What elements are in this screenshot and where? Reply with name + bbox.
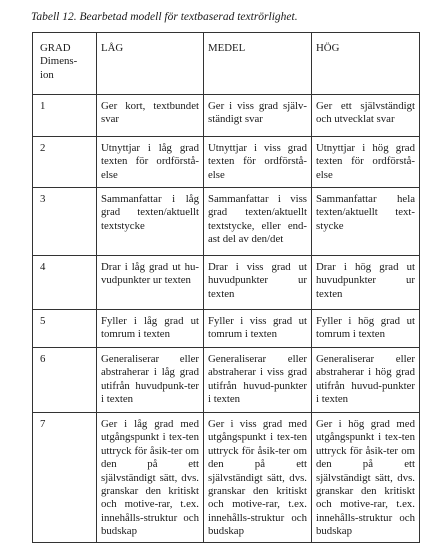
cell-high: Drar i hög grad ut huvudpunkter ur texten: [312, 256, 420, 310]
header-low: LÅG: [97, 33, 204, 95]
cell-medium: Generaliserar eller abstraherar i viss grad utifrån huvud-punkter i texten: [204, 348, 312, 413]
cell-low: Ger kort, textbundet svar: [97, 95, 204, 137]
dimension-number: 7: [33, 413, 97, 543]
table-row: [33, 310, 420, 348]
dimension-number: 4: [33, 256, 97, 310]
cell-low: Drar i låg grad ut hu-vudpunkter ur texten: [97, 256, 204, 310]
cell-high: Fyller i hög grad ut tomrum i texten: [312, 310, 420, 348]
cell-low: Utnyttjar i låg grad texten för ordförstå-else: [97, 137, 204, 188]
cell-high: Generaliserar eller abstraherar i hög grad utifrån huvud-punkter i texten: [312, 348, 420, 413]
header-medium: MEDEL: [204, 33, 312, 95]
dimension-number: 1: [33, 95, 97, 137]
table-row: [33, 256, 420, 310]
cell-high: Utnyttjar i hög grad texten för ordförstå-else: [312, 137, 420, 188]
model-table: [32, 32, 420, 543]
table-row: [33, 413, 420, 543]
table-row: [33, 95, 420, 137]
cell-high: Ger ett självständigt och utvecklat svar: [312, 95, 420, 137]
cell-low: Sammanfattar i låg grad texten/aktuellt textstycke: [97, 188, 204, 256]
cell-medium: Ger i viss grad med utgångspunkt i tex-ten uttryck för åsik-ter om den på ett självständigt sätt, dvs. granskar den kritiskt och motive-rar, t.ex. innehålls-struktur och budskap: [204, 413, 312, 543]
table-row: [33, 137, 420, 188]
cell-medium: Drar i viss grad ut huvudpunkter ur texten: [204, 256, 312, 310]
dimension-number: 2: [33, 137, 97, 188]
cell-medium: Fyller i viss grad ut tomrum i texten: [204, 310, 312, 348]
header-grad-dimension: [33, 33, 97, 95]
cell-medium: Ger i viss grad själv-ständigt svar: [204, 95, 312, 137]
header-dimension-label-2: ion: [40, 68, 54, 81]
cell-medium: Utnyttjar i viss grad texten för ordförstå-else: [204, 137, 312, 188]
header-dimension-label-1: Dimens-: [40, 55, 78, 68]
table-caption: Tabell 12. Bearbetad modell för textbaserad textrörlighet.: [31, 11, 298, 23]
header-row: [33, 33, 420, 95]
dimension-number: 6: [33, 348, 97, 413]
cell-low: Generaliserar eller abstraherar i låg grad utifrån huvudpunk-ter i texten: [97, 348, 204, 413]
cell-low: Ger i låg grad med utgångspunkt i tex-ten uttryck för åsik-ter om den på ett självständigt sätt, dvs. granskar den kritiskt och motive-rar, t.ex. innehålls-struktur och budskap: [97, 413, 204, 543]
header-grad-label: GRAD: [40, 42, 71, 54]
cell-low: Fyller i låg grad ut tomrum i texten: [97, 310, 204, 348]
cell-medium: Sammanfattar i viss grad texten/aktuellt textstycke, eller end-ast del av den/det: [204, 188, 312, 256]
dimension-number: 5: [33, 310, 97, 348]
dimension-number: 3: [33, 188, 97, 256]
cell-high: Ger i hög grad med utgångspunkt i tex-ten uttryck för åsik-ter om den på ett självständigt sätt, dvs. granskar den kritiskt och motive-rar, t.ex. innehålls-struktur och budskap: [312, 413, 420, 543]
table-row: [33, 188, 420, 256]
cell-high: Sammanfattar hela texten/aktuellt text-stycke: [312, 188, 420, 256]
table-row: [33, 348, 420, 413]
header-high: HÖG: [312, 33, 420, 95]
